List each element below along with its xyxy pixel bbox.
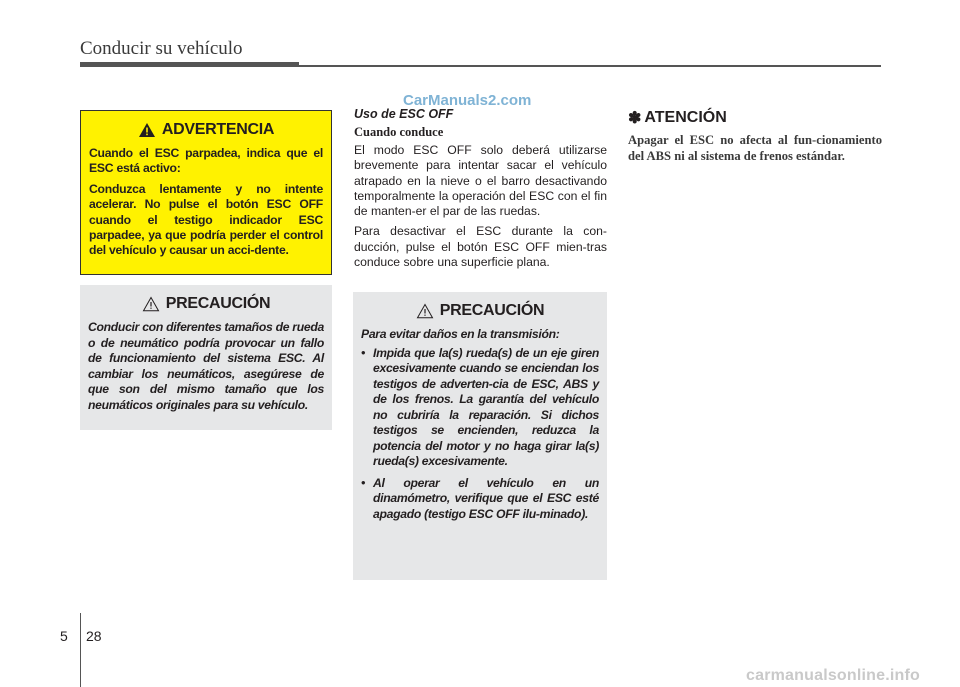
warning-title-text: ADVERTENCIA <box>161 121 275 138</box>
atencion-text: Apagar el ESC no afecta al fun-cionamiento del ABS ni al sistema de frenos estándar. <box>628 133 882 163</box>
caution-left-title <box>88 295 324 313</box>
caution-triangle-icon <box>416 303 434 319</box>
asterisk-icon: ✽ <box>628 110 642 127</box>
page-number: 28 <box>86 628 102 644</box>
header-rule-dark <box>80 62 299 67</box>
atencion-title-text: ATENCIÓN <box>644 109 727 126</box>
esc-off-section <box>354 107 607 275</box>
esc-off-paragraph-1: El modo ESC OFF solo deberá utilizarse brevemente para intentar sacar el vehículo atrapado en la nieve o el barro desactivando temporalmente la operación del ESC con el fin de manten-er el par de las ruedas. <box>354 143 607 219</box>
page-header-title: Conducir su vehículo <box>80 38 243 59</box>
esc-off-title: Uso de ESC OFF <box>354 107 454 121</box>
warning-paragraph-2: Conduzca lentamente y no intente acelerar. No pulse el botón ESC OFF cuando el testigo indicador ESC parpadee, ya que podría perder el control del vehículo y causar un acci-dente. <box>89 181 323 258</box>
chapter-number: 5 <box>60 628 68 644</box>
warning-title <box>89 121 323 139</box>
list-item <box>361 476 599 523</box>
list-item-text: Al operar el vehículo en un dinamómetro, verifique que el ESC esté apagado (testigo ESC OFF ilu-minado). <box>373 475 599 521</box>
esc-off-subtitle: Cuando conduce <box>354 125 444 139</box>
list-item <box>361 346 599 470</box>
warning-box <box>80 110 332 275</box>
caution-box-mid <box>353 292 607 580</box>
caution-mid-title-text: PRECAUCIÓN <box>439 302 545 319</box>
watermark-bottom: carmanualsonline.info <box>746 667 921 684</box>
bullet: • <box>361 345 365 360</box>
list-item-text: Impida que la(s) rueda(s) de un eje giren excesivamente cuando se enciendan los testigos de adverten-cia de ESC, ABS y de los frenos. La garantía del vehículo no cubriría la reparación. Si dichos testigos se encienden, reduzca la potencia del motor y no haga girar la(s) rueda(s) excesivamente. <box>373 345 599 468</box>
footer-divider <box>80 613 81 687</box>
watermark-top: CarManuals2.com <box>403 92 532 109</box>
caution-left-text: Conducir con diferentes tamaños de rueda o de neumático podría provocar un fallo de funcionamiento del sistema ESC. Al cambiar los neumáticos, asegúrese de que son del mismo tamaño que los neumáticos originales para su vehículo. <box>88 320 324 412</box>
atencion-section <box>628 108 882 165</box>
caution-mid-intro: Para evitar daños en la transmisión: <box>361 327 560 341</box>
header-rule-thin <box>299 65 881 67</box>
warning-triangle-icon <box>138 122 156 138</box>
bullet: • <box>361 475 365 490</box>
caution-mid-title <box>361 302 599 320</box>
warning-paragraph-1: Cuando el ESC parpadea, indica que el ESC está activo: <box>89 146 323 176</box>
caution-left-title-text: PRECAUCIÓN <box>165 295 271 312</box>
caution-mid-list <box>361 346 599 523</box>
caution-box-left <box>80 285 332 430</box>
esc-off-paragraph-2: Para desactivar el ESC durante la con-ducción, pulse el botón ESC OFF mien-tras conduce sobre una superficie plana. <box>354 224 607 270</box>
caution-triangle-icon <box>142 296 160 312</box>
atencion-title <box>628 108 882 128</box>
